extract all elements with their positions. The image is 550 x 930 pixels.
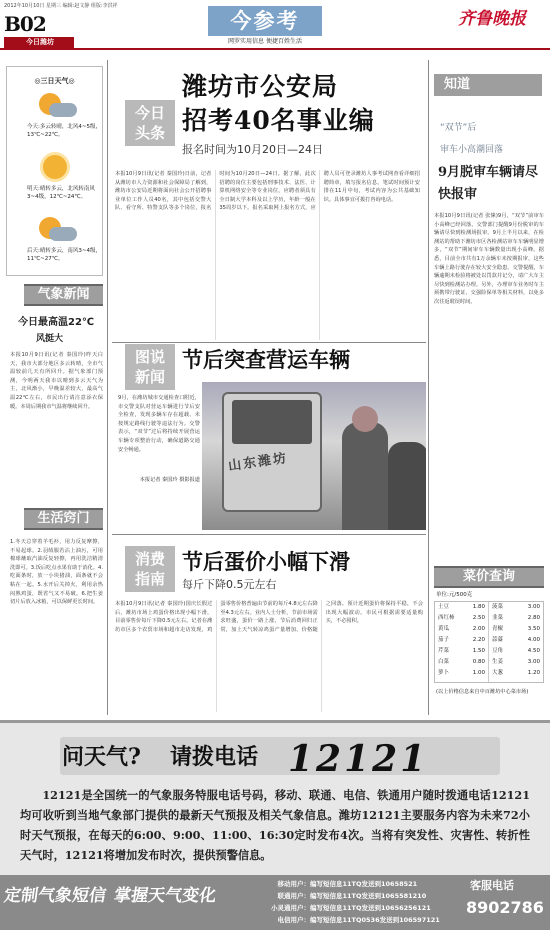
veg-price: 1.80	[472, 604, 485, 610]
zhidao-headline: 9月脱审车辆请尽快报审	[438, 165, 539, 202]
headline-label-box: 今日 头条	[125, 100, 175, 146]
veg-price-row	[438, 602, 485, 613]
zhidao-kicker-2: 审车小高潮回落	[440, 145, 504, 155]
veg-price: 3.00	[527, 659, 540, 665]
left-column-rule	[107, 60, 108, 715]
story3-subhead: 每斤下降0.5元左右	[182, 578, 277, 591]
ad-sms-row	[258, 902, 454, 914]
page-number: B02	[4, 12, 46, 36]
veg-price-col-right	[489, 602, 543, 682]
ad-sms-slogan-1: 定制气象短信	[2, 886, 108, 906]
weather-day-today	[13, 93, 101, 149]
veg-price-row	[492, 668, 540, 679]
veg-price-row	[438, 657, 485, 668]
veg-price: 3.50	[527, 626, 540, 632]
veg-name: 萝卜	[438, 670, 450, 676]
weather-day-tomorrow	[13, 155, 101, 211]
veg-price-unit: 单位:元/500克	[436, 592, 473, 598]
story2-caption-credit: 本报记者 秦国玲 摄影报道	[139, 477, 200, 483]
three-day-weather-box	[6, 66, 103, 276]
veg-price: 0.80	[472, 659, 485, 665]
ad-sms-row-label: 移动用户：	[277, 880, 310, 888]
veg-price-row	[438, 613, 485, 624]
veg-price-table	[434, 601, 544, 683]
story1-headline-1: 潍坊市公安局	[182, 72, 339, 101]
veg-price-row	[492, 624, 540, 635]
weather-news-header: 气象新闻	[24, 284, 103, 306]
zhidao-label: 知道	[434, 74, 542, 96]
weather-today-text: 今天:多云转晴，北风4~5级，13℃~22℃。	[27, 124, 101, 138]
veg-name: 韭菜	[492, 615, 504, 621]
veg-name: 大葱	[492, 670, 504, 676]
story1-body: 本报10月9日讯(记者 秦国玲)日前，记者从潍坊市人力资源和社会保障局了解到，潍坊市公安局近期将面向社会公开招聘事业单位工作人员40名，其中包括交警大队、看守所、特警支队等多个岗位，报名时间为10月20日—24日。据了解，此次招聘的岗位主要包括刑事技术、法医、计算机网络安全等专业岗位，应聘者须具有全日制大学本科及以上学历，年龄一般在35周岁以下。报名采取网上报名方式，应聘人员可登录潍坊人事考试网查看详细招聘简章，填写报名信息。笔试时间预计安排在11月中旬，考试内容为公共基础知识。具体事宜可拨打咨询电话。	[115, 171, 420, 212]
weather-news-headline: 今日最高温22℃	[18, 317, 95, 328]
veg-price: 2.50	[472, 615, 485, 621]
veg-price-row	[492, 602, 540, 613]
veg-name: 芹菜	[438, 648, 450, 654]
veg-price-row	[492, 657, 540, 668]
life-tips-header: 生活窍门	[24, 508, 103, 530]
officer-figure	[342, 422, 388, 530]
veg-name: 黄瓜	[438, 626, 450, 632]
veg-name: 土豆	[438, 604, 450, 610]
veg-price: 2.20	[472, 637, 485, 643]
veg-price-note: (以上价格信息来自中百潍坊中心菜市场)	[436, 689, 529, 695]
photo-news-label-box: 图说 新闻	[125, 344, 175, 390]
veg-name: 菠菜	[492, 604, 504, 610]
truck-logo-text: 山东潍坊	[227, 450, 289, 475]
veg-price-row	[492, 646, 540, 657]
zhidao-kicker: “双节”后	[440, 123, 477, 133]
ad-sms-row	[258, 878, 454, 890]
paper-logo: 齐鲁晚报	[458, 9, 526, 29]
right-column-rule	[428, 60, 429, 715]
ad-sms-row-text: 编写短信息11TQ发送到10656256121	[310, 904, 431, 912]
veg-price: 2.80	[527, 615, 540, 621]
veg-price-row	[438, 635, 485, 646]
ad-sms-service-number: 8902786	[466, 898, 544, 917]
header-rule	[0, 48, 550, 50]
ad-sms-row	[258, 914, 454, 926]
veg-name: 生姜	[492, 659, 504, 665]
ad-12121-body: 12121是全国统一的气象服务特服电话号码，移动、联通、电信、铁通用户随时拨通电话12121均可收听到当地气象部门提供的最新天气预报及相关气象信息。潍坊12121主要服务内容为未来72小时天气预报，在每天的6:00、9:00、11:00、16:30定时发布4次。当将有突发性、灾害性、转折性天气时，12121将增加发布时次，提供预警信息。	[20, 788, 530, 862]
veg-name: 西红柿	[438, 615, 455, 621]
veg-name: 青椒	[492, 626, 504, 632]
veg-price: 1.50	[472, 648, 485, 654]
veg-name: 茄子	[438, 637, 450, 643]
veg-price: 4.00	[527, 637, 540, 643]
sun-icon	[43, 155, 67, 179]
veg-price-row	[438, 624, 485, 635]
truck-windshield	[232, 400, 312, 444]
ad-sms-row-label: 小灵通用户：	[271, 904, 310, 912]
veg-price: 1.00	[472, 670, 485, 676]
story2-headline: 节后突查营运车辆	[182, 347, 350, 372]
ad-sms-row-text: 编写短信息11TQ0536发送到106597121	[310, 916, 440, 924]
story1-subhead: 报名时间为10月20日—24日	[182, 143, 323, 156]
veg-name: 白菜	[438, 659, 450, 665]
news-photo	[202, 382, 426, 530]
header-date: 2012年10月10日 星期三 编辑:赵文静 组版:李洪祥	[4, 3, 118, 9]
cloud-icon	[49, 103, 77, 117]
story1-headline-2: 招考40名事业编	[182, 106, 375, 135]
ad-sms-row-label: 联通用户：	[277, 892, 310, 900]
ad-12121-call: 请拨电话	[170, 744, 259, 770]
story3-body: 本报10月9日讯(记者 秦国玲)国庆长假过后，潍坊市场上鸡蛋价格出现小幅下滑，目前零售价每斤下降0.5元左右。记者在潍坊市区多个农贸市场和超市走访发现，鸡蛋零售价格普遍由节前的每斤4.8元左右降至4.3元左右。业内人士分析，节前市场需求旺盛，蛋价一路上涨，节后消费回归正常，加上天气转凉鸡蛋产量增加，价格随之回落。预计近期蛋价将保持平稳，不会出现大幅波动。市民可根据需要适量购买，不必囤积。	[115, 601, 423, 633]
ad-sms-slogan-2: 掌握天气变化	[112, 886, 218, 906]
story3-rule	[112, 534, 426, 535]
veg-price: 3.00	[527, 604, 540, 610]
veg-name: 豆角	[492, 648, 504, 654]
veg-name: 蒜薹	[492, 637, 504, 643]
weather-day-after	[13, 217, 101, 273]
weather-tomorrow-text: 明天:晴转多云，北风转南风3~4级，12℃~24℃。	[27, 186, 95, 200]
veg-price-col-left	[435, 602, 489, 682]
ad-sms-row-label: 电信用户：	[277, 916, 310, 924]
ad-12121-number: 12121	[288, 738, 429, 780]
ad-sms-row-text: 编写短信息11TQ发送到1065581210	[310, 892, 427, 900]
veg-price-row	[492, 613, 540, 624]
ad-sms-row	[258, 890, 454, 902]
officer2-figure	[388, 442, 426, 530]
weather-after-text: 后天:晴转多云，南风3~4级，11℃~27℃。	[27, 248, 101, 262]
veg-price-row	[492, 635, 540, 646]
ad-sms-service-label: 客服电话	[470, 879, 514, 892]
masthead-title: 今参考	[230, 8, 300, 33]
weather-news-subhead: 风挺大	[36, 334, 64, 344]
story2-rule	[112, 342, 426, 343]
veg-price: 2.00	[472, 626, 485, 632]
three-day-weather-title: ◎三日天气◎	[34, 77, 75, 85]
officer-head	[352, 406, 378, 432]
ad-12121-question: 问天气?	[62, 744, 141, 770]
masthead-subtitle: 网罗实用信息 便捷百姓生活	[228, 38, 302, 45]
ad-sms-rows	[258, 878, 454, 926]
weather-news-body: 本报10月9日讯(记者 秦国玲)昨天白天，我市大部分地区多云转晴，全市气温较前几天有所回升。据气象部门预测，今明两天我市以晴到多云天气为主，北风渐小，早晚温差较大，最高气温22℃左右，市民出行请注意添衣保暖。本周后期我市气温将继续回升。	[10, 352, 103, 410]
section-tag: 今日潍坊	[4, 37, 74, 48]
ad-12121	[0, 720, 550, 875]
zhidao-body: 本报10月9日讯(记者 张愫)9月，“双节”前审车小高峰已经回落，交警部门提醒9月份脱审的车辆请尽快到检测场报审。9月上半月以来，在检测站的帮助下潍坊市区各检测站审车车辆明显增多，“双节”期间审车车辆数量出现小高峰。据悉，目前全市共有1万余辆车未按期报审，这些车辆上路行驶存在较大安全隐患。交警提醒，车辆逾期未检验将被处以罚款并记分，请广大车主尽快到检测站办理。另外，办理审车业务时车主须携带行驶证、交强险保单等相关材料，以免多次往返耽误时间。	[434, 213, 544, 305]
ad-sms-row-text: 编写短信息11TQ发送到10658521	[310, 880, 418, 888]
consumer-guide-label-box: 消费 指南	[125, 546, 175, 592]
veg-price-row	[438, 668, 485, 679]
veg-price: 1.20	[527, 670, 540, 676]
story3-headline: 节后蛋价小幅下滑	[182, 549, 350, 574]
story2-caption: 9月，在潍坊城市交通检查口附近，市交警支队对营运车辆进行节后安全检查，发现多辆车存在超载、未按规定路线行驶等违法行为。交警表示，“双节”过后将持续开展营运车辆专项整治行动，确保道路交通安全畅通。	[118, 395, 200, 453]
life-tips-body: 1.冬天总穿着羊毛衫，用力反复摩擦，不易起球。2.羽绒服若沾上油污，可用棉球蘸取汽油反复轻擦，再用洗洁精清洗即可。3.饭后吃点水果有助于消化。4.吃面条时，放一小块猪油，面条就不会粘在一起。5.水开后关掉火，利用余热闷熟鸡蛋，既省气又不易破。6.把生姜切片后放入冰箱，可以保鲜更长时间。	[10, 539, 103, 606]
cloud-icon	[49, 227, 77, 241]
veg-price: 4.50	[527, 648, 540, 654]
ad-sms	[0, 875, 550, 930]
veg-price-header: 菜价查询	[434, 566, 544, 588]
veg-price-row	[438, 646, 485, 657]
